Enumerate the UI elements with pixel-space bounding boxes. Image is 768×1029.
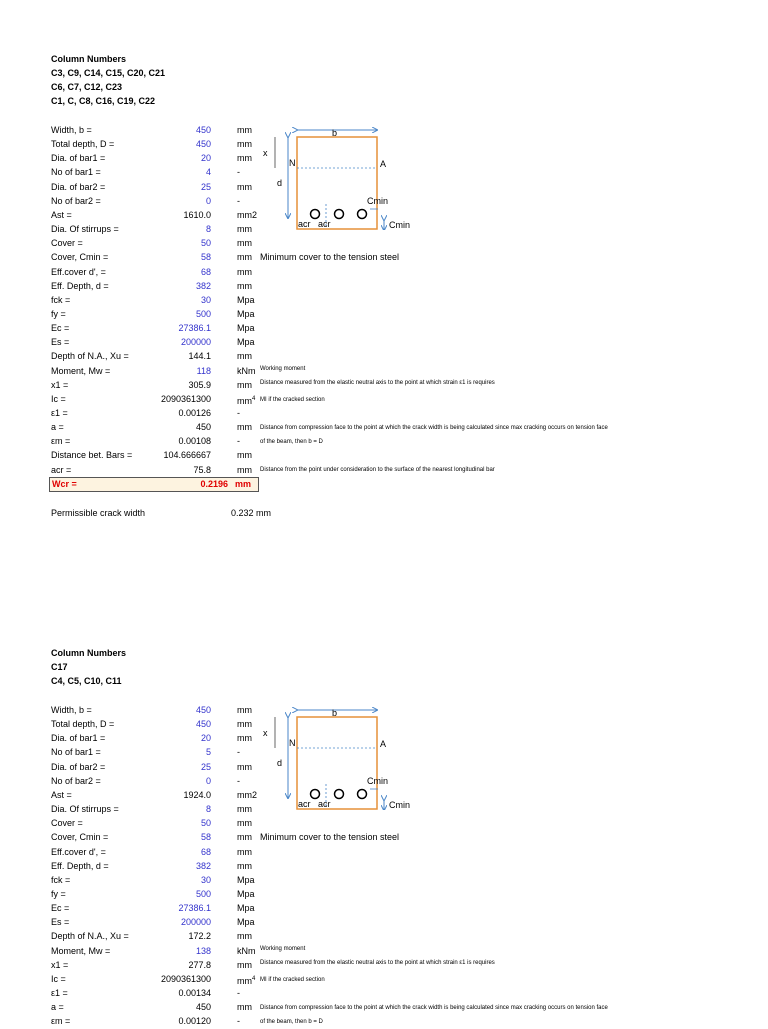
param-unit: mm: [237, 705, 252, 715]
param-row: [51, 420, 261, 434]
param-label: Ast =: [51, 209, 72, 220]
param-row: [51, 335, 261, 349]
param-row: [51, 378, 261, 392]
param-label: No of bar2 =: [51, 775, 101, 786]
column-list-line: C17: [51, 662, 68, 672]
param-label: x1 =: [51, 959, 69, 970]
section-title: Column Numbers: [51, 54, 127, 64]
param-value: 20: [200, 733, 211, 744]
param-unit: -: [237, 988, 240, 998]
param-value: 500: [195, 888, 211, 899]
param-label: Dia. of bar1 =: [51, 733, 106, 744]
param-label: Total depth, D =: [51, 139, 115, 150]
param-unit: kNm: [237, 945, 256, 956]
param-value: 4: [205, 167, 211, 178]
param-row: [51, 180, 261, 194]
unit-exponent: 4: [252, 395, 256, 402]
param-value: 2090361300: [160, 393, 211, 404]
param-label: Total depth, D =: [51, 719, 115, 730]
param-value: 172.2: [188, 931, 211, 942]
param-label: Distance bet. Bars =: [51, 450, 133, 461]
param-value: 58: [200, 252, 211, 263]
param-label: Cover, Cmin =: [51, 832, 109, 843]
section-outline: [297, 137, 377, 229]
param-unit: -: [237, 408, 240, 418]
param-value: 450: [195, 139, 211, 150]
param-label: Ic =: [51, 393, 66, 404]
ic-note: MI if the cracked section: [260, 397, 325, 403]
param-unit: mm: [237, 959, 252, 970]
param-unit: mm2: [237, 789, 257, 800]
param-value: 50: [200, 238, 211, 249]
param-value: 25: [200, 181, 211, 192]
param-unit: Mpa: [237, 323, 255, 334]
param-label: Es =: [51, 917, 70, 928]
param-row: [51, 321, 261, 335]
param-unit: $mm^4$: [237, 395, 256, 406]
param-row: [51, 873, 261, 887]
param-row: [51, 859, 261, 873]
param-label: Dia. of bar2 =: [51, 181, 106, 192]
param-value: 118: [196, 365, 211, 376]
param-unit: Mpa: [237, 888, 255, 899]
param-label: fck =: [51, 294, 71, 305]
a-label: A: [380, 159, 387, 169]
param-label: ε1 =: [51, 988, 68, 998]
param-row: [51, 944, 261, 958]
param-value: 75.8: [193, 464, 211, 475]
param-row: [51, 703, 261, 717]
param-unit: mm: [237, 125, 252, 135]
a-label: A: [380, 739, 387, 749]
n-label: N: [289, 158, 296, 168]
param-unit: mm: [237, 719, 252, 730]
param-row: [51, 137, 261, 151]
param-value: 450: [195, 705, 211, 715]
working-moment-note: Working moment: [260, 946, 306, 952]
param-label: εm =: [51, 436, 71, 447]
param-value: 450: [195, 1002, 211, 1013]
param-unit: mm: [237, 804, 252, 815]
section-title: Column Numbers: [51, 648, 127, 658]
param-unit: Mpa: [237, 903, 255, 914]
param-label: Eff.cover d', =: [51, 846, 106, 857]
cmin-label: Cmin: [389, 220, 411, 230]
param-row: [51, 151, 261, 165]
min-cover-note: Minimum cover to the tension steel: [260, 832, 400, 842]
param-unit: kNm: [237, 365, 256, 376]
param-row: [51, 250, 261, 264]
d-label: d: [277, 178, 283, 188]
param-unit: mm: [237, 280, 252, 291]
param-unit: mm: [237, 379, 252, 390]
permissible-label: Permissible crack width: [51, 508, 146, 518]
param-label: Eff.cover d', =: [51, 266, 106, 277]
column-list-line: C1, C, C8, C16, C19, C22: [51, 96, 156, 106]
param-unit: mm: [237, 1002, 252, 1013]
param-value: 382: [195, 860, 211, 871]
x1-note: Distance measured from the elastic neutral axis to the point at which strain ε1 is requires: [260, 960, 495, 966]
param-label: Eff. Depth, d =: [51, 860, 109, 871]
param-label: Ic =: [51, 973, 66, 984]
rebar-circle: [311, 790, 320, 799]
param-unit: Mpa: [237, 294, 255, 305]
cmin-label: Cmin: [367, 776, 389, 786]
param-row: [51, 222, 261, 236]
param-row: [51, 123, 261, 137]
param-label: acr =: [51, 464, 72, 475]
acr-note: Distance from the point under consideration to the surface of the nearest longitudinal bar: [260, 467, 495, 473]
param-label: Width, b =: [51, 125, 92, 135]
param-label: Dia. Of stirrups =: [51, 224, 119, 235]
param-row: [51, 236, 261, 250]
param-label: Wcr =: [52, 478, 77, 489]
param-label: No of bar1 =: [51, 167, 101, 178]
param-row: [51, 392, 261, 406]
rebar-circle: [335, 790, 344, 799]
b-label: b: [332, 128, 338, 138]
param-unit: -: [237, 436, 240, 447]
param-unit: mm: [237, 139, 252, 150]
param-label: Dia. Of stirrups =: [51, 804, 119, 815]
param-value: 30: [200, 294, 211, 305]
rebar-circle: [311, 210, 320, 219]
param-label: Moment, Mw =: [51, 945, 111, 956]
param-unit: mm: [237, 266, 252, 277]
param-label: Cover =: [51, 818, 83, 829]
section-diagram: [262, 700, 422, 810]
section-diagram: [262, 120, 422, 230]
min-cover-note: Minimum cover to the tension steel: [260, 252, 400, 262]
param-row: [51, 929, 261, 943]
param-value: 8: [205, 804, 211, 815]
param-row: [51, 293, 261, 307]
param-row: [51, 434, 261, 448]
param-value: 27386.1: [178, 903, 211, 914]
working-moment-note: Working moment: [260, 366, 306, 372]
param-row: [51, 165, 261, 179]
param-unit: -: [237, 775, 240, 786]
param-row: [51, 774, 261, 788]
cmin-label: Cmin: [367, 196, 389, 206]
param-label: No of bar2 =: [51, 195, 101, 206]
param-row: [51, 972, 261, 986]
d-label: d: [277, 758, 283, 768]
a-note: Distance from compression face to the point at which the crack width is being calculated since max cracking occurs on tension face: [260, 1005, 608, 1011]
param-label: Cover, Cmin =: [51, 252, 109, 263]
param-row: [51, 208, 261, 222]
param-value: 200000: [180, 917, 211, 928]
param-unit: mm: [237, 422, 252, 433]
param-unit: Mpa: [237, 337, 255, 348]
param-label: Ast =: [51, 789, 72, 800]
param-row: [51, 845, 261, 859]
param-label: Es =: [51, 337, 70, 348]
permissible-crack-width: [51, 508, 272, 518]
a-note-cont: of the beam, then b = D: [260, 1019, 323, 1025]
param-value: 0.00120: [178, 1016, 211, 1027]
param-value: 277.8: [188, 959, 211, 970]
param-row: [51, 802, 261, 816]
param-value: 50: [200, 818, 211, 829]
param-row: [51, 830, 261, 844]
param-label: Depth of N.A., Xu =: [51, 931, 129, 942]
param-value: 68: [200, 266, 211, 277]
column-list-line: C3, C9, C14, C15, C20, C21: [51, 68, 166, 78]
param-unit: mm2: [237, 209, 257, 220]
param-label: Dia. of bar2 =: [51, 761, 106, 772]
param-value: 58: [200, 832, 211, 843]
param-unit: mm: [237, 450, 252, 461]
param-unit: mm: [237, 733, 252, 744]
param-unit: mm: [237, 860, 252, 871]
param-unit: mm: [237, 818, 252, 829]
param-value: 450: [195, 719, 211, 730]
param-value: 8: [205, 224, 211, 235]
acr-label: acr: [298, 799, 311, 809]
param-value: 0.00126: [178, 408, 211, 418]
param-label: Dia. of bar1 =: [51, 153, 106, 164]
param-unit: -: [237, 167, 240, 178]
param-value: 305.9: [188, 379, 211, 390]
param-unit: -: [237, 1016, 240, 1027]
param-label: Ec =: [51, 903, 70, 914]
param-label: Ec =: [51, 323, 70, 334]
param-row: [51, 915, 261, 929]
param-label: εm =: [51, 1016, 71, 1027]
param-unit: $mm^4$: [237, 975, 256, 986]
param-label: ε1 =: [51, 408, 68, 418]
param-row: [51, 788, 261, 802]
x-label: x: [263, 148, 268, 158]
param-row: [51, 448, 261, 462]
param-label: x1 =: [51, 379, 69, 390]
param-value: 5: [205, 747, 211, 758]
param-row: [51, 731, 261, 745]
column-list-line: C6, C7, C12, C23: [51, 82, 123, 92]
param-unit: mm: [237, 238, 252, 249]
param-label: Depth of N.A., Xu =: [51, 351, 129, 362]
param-row: [51, 364, 261, 378]
param-label: Eff. Depth, d =: [51, 280, 109, 291]
param-unit: -: [237, 747, 240, 758]
section-outline: [297, 717, 377, 809]
param-unit: mm: [237, 846, 252, 857]
param-label: Cover =: [51, 238, 83, 249]
param-label: a =: [51, 1002, 64, 1013]
acr-label: acr: [298, 219, 311, 229]
x1-note: Distance measured from the elastic neutral axis to the point at which strain ε1 is requires: [260, 380, 495, 386]
param-value: 450: [195, 125, 211, 135]
param-unit: mm: [237, 181, 252, 192]
param-value: 2090361300: [160, 973, 211, 984]
permissible-value: 0.232 mm: [231, 508, 272, 518]
param-value: 68: [200, 846, 211, 857]
param-unit: mm: [237, 832, 252, 843]
a-note-cont: of the beam, then b = D: [260, 439, 323, 445]
rebar-circle: [358, 790, 367, 799]
param-value: 104.666667: [163, 450, 211, 461]
param-label: a =: [51, 422, 64, 433]
param-row: [51, 958, 261, 972]
param-row: [51, 1014, 261, 1028]
param-value: 0: [205, 195, 211, 206]
acr-label: acr: [318, 219, 331, 229]
param-value: 27386.1: [178, 323, 211, 334]
param-unit: mm: [237, 351, 252, 362]
param-row: [51, 986, 261, 1000]
param-value: 0.00134: [178, 988, 211, 998]
param-unit: mm: [237, 464, 252, 475]
param-value: 0: [205, 775, 211, 786]
unit-exponent: 4: [252, 975, 256, 982]
a-note: Distance from compression face to the point at which the crack width is being calculated since max cracking occurs on tension face: [260, 425, 608, 431]
param-row: [51, 279, 261, 293]
param-label: Width, b =: [51, 705, 92, 715]
param-row: [51, 745, 261, 759]
param-value: 1924.0: [183, 789, 211, 800]
param-row: [51, 194, 261, 208]
param-unit: mm: [237, 252, 252, 263]
b-label: b: [332, 708, 338, 718]
param-value: 0.00108: [178, 436, 211, 447]
param-unit: Mpa: [237, 874, 255, 885]
param-unit: mm: [237, 931, 252, 942]
acr-label: acr: [318, 799, 331, 809]
param-label: No of bar1 =: [51, 747, 101, 758]
param-row: [51, 717, 261, 731]
param-value: 200000: [180, 337, 211, 348]
param-label: Moment, Mw =: [51, 365, 111, 376]
param-unit: mm: [237, 224, 252, 235]
param-label: fy =: [51, 308, 66, 319]
rebar-circle: [358, 210, 367, 219]
param-unit: -: [237, 195, 240, 206]
param-row: [51, 816, 261, 830]
param-value: 0.2196: [200, 478, 228, 489]
param-value: 1610.0: [183, 209, 211, 220]
n-label: N: [289, 738, 296, 748]
param-value: 30: [200, 874, 211, 885]
param-value: 450: [195, 422, 211, 433]
param-row: [51, 463, 261, 477]
param-row: [51, 349, 261, 363]
param-label: fck =: [51, 874, 71, 885]
param-unit: mm: [237, 153, 252, 164]
param-row: [51, 1000, 261, 1014]
param-value: 25: [200, 761, 211, 772]
param-value: 144.1: [188, 351, 211, 362]
param-row: [51, 887, 261, 901]
param-unit: Mpa: [237, 308, 255, 319]
x-label: x: [263, 728, 268, 738]
param-label: fy =: [51, 888, 66, 899]
ic-note: MI if the cracked section: [260, 977, 325, 983]
cmin-label: Cmin: [389, 800, 411, 810]
param-value: 500: [195, 308, 211, 319]
param-unit: mm: [237, 761, 252, 772]
result-row-wcr: [49, 477, 259, 492]
param-value: 20: [200, 153, 211, 164]
param-row: [51, 265, 261, 279]
rebar-circle: [335, 210, 344, 219]
column-list-line: C4, C5, C10, C11: [51, 676, 122, 686]
param-value: 382: [195, 280, 211, 291]
param-row: [51, 406, 261, 420]
param-unit: Mpa: [237, 917, 255, 928]
param-row: [51, 901, 261, 915]
param-unit: mm: [235, 478, 252, 489]
param-value: 138: [195, 945, 211, 956]
param-row: [51, 307, 261, 321]
param-row: [51, 760, 261, 774]
